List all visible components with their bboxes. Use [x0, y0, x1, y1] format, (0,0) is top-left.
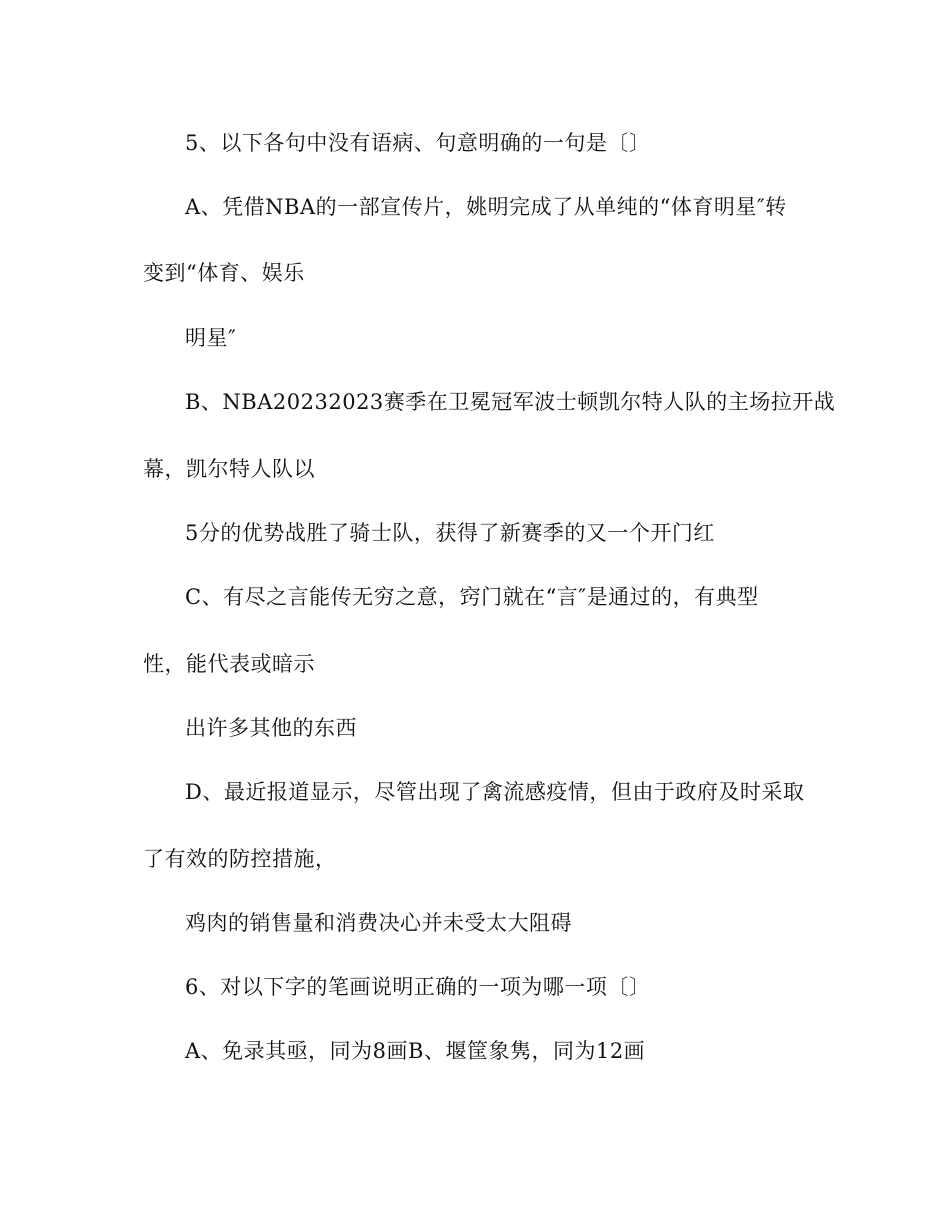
option-c-line-3: 出许多其他的东西: [185, 716, 357, 740]
option-b-line-3: 5分的优势战胜了骑士队，获得了新赛季的又一个开门红: [185, 521, 715, 545]
option-d-line-3: 鸡肉的销售量和消费决心并未受太大阻碍: [185, 911, 572, 935]
option-b-line-2: 幕，凯尔特人队以: [143, 457, 315, 481]
question-5-stem: 5、以下各句中没有语病、句意明确的一句是〔〕: [185, 131, 651, 155]
option-d-line-1: D、最近报道显示，尽管出现了禽流感疫情，但由于政府及时采取: [185, 780, 805, 804]
option-c-line-2: 性，能代表或暗示: [143, 652, 315, 676]
option-b-line-1: B、NBA20232023赛季在卫冕冠军波士顿凯尔特人队的主场拉开战: [185, 390, 836, 414]
option-a-line-1: A、凭借NBA的一部宣传片，姚明完成了从单纯的“体育明星″转: [185, 195, 787, 219]
question-6-stem: 6、对以下字的笔画说明正确的一项为哪一项〔〕: [185, 975, 651, 999]
option-a-line-3: 明星″: [185, 326, 237, 350]
option-d-line-2: 了有效的防控措施，: [143, 847, 337, 871]
question-6-options: A、免录其亟，同为8画B、堰筐象隽，同为12画: [185, 1039, 646, 1063]
option-c-line-1: C、有尽之言能传无穷之意，窍门就在“言″是通过的，有典型: [185, 585, 759, 609]
option-a-line-2: 变到“体育、娱乐: [143, 261, 305, 285]
